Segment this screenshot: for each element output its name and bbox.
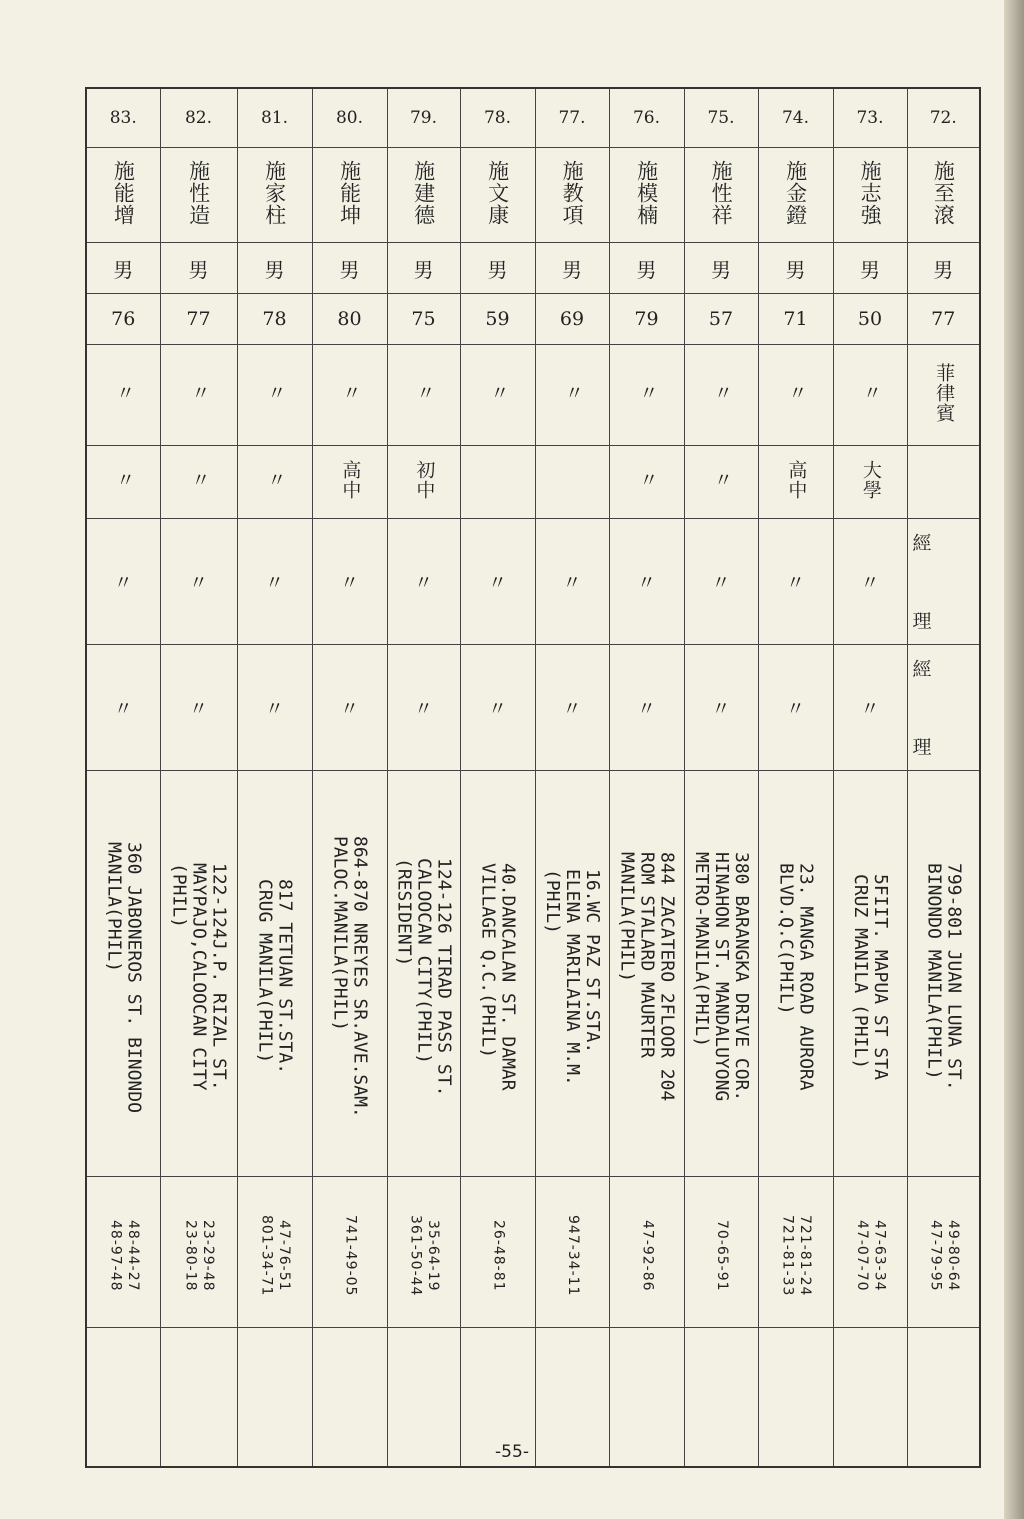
- num-text: 77.: [558, 108, 586, 128]
- position-cell: [460, 645, 535, 771]
- education-text: 〃: [188, 469, 211, 490]
- age-text: 59: [485, 308, 510, 330]
- occupation-cell: [833, 519, 907, 645]
- education-cell: [907, 446, 980, 519]
- row-number: [86, 88, 980, 148]
- name-cell: [460, 148, 535, 243]
- position-char: 經: [909, 659, 932, 678]
- position-cell: [609, 645, 684, 771]
- address-cell: [387, 771, 460, 1177]
- num-cell: [833, 88, 907, 148]
- num-cell: [237, 88, 312, 148]
- name-cell: [86, 148, 160, 243]
- education-cell: [237, 446, 312, 519]
- occupation-text: 〃: [785, 572, 805, 594]
- age-text: 77: [931, 308, 956, 330]
- education-cell: [312, 446, 387, 519]
- num-text: 82.: [184, 108, 213, 128]
- phone-cell: [535, 1177, 609, 1328]
- address-text: 40.DANCALAN ST. DAMAR VILLAGE Q.C.(PHIL): [477, 863, 519, 1091]
- position-text: 〃: [636, 698, 656, 720]
- sex-text: 男: [113, 257, 134, 282]
- phone-text: 741-49-05: [342, 1215, 359, 1297]
- row-phone: [86, 1177, 980, 1328]
- age-text: 79: [634, 308, 659, 330]
- sex-cell: [907, 243, 980, 294]
- education-cell: [758, 446, 833, 519]
- address-cell: [684, 771, 758, 1177]
- nationality-cell: [833, 345, 907, 446]
- nationality-text: 〃: [859, 382, 882, 403]
- position-cell: [312, 645, 387, 771]
- name-text: 施家柱: [262, 159, 287, 226]
- age-cell: [535, 294, 609, 345]
- occupation-text: 〃: [860, 572, 880, 594]
- name-cell: [312, 148, 387, 243]
- name-text: 施能坤: [337, 159, 362, 226]
- occupation-text: [908, 519, 935, 644]
- occupation-text: 〃: [636, 572, 656, 594]
- phone-cell: [833, 1177, 907, 1328]
- num-cell: [907, 88, 980, 148]
- sex-cell: [833, 243, 907, 294]
- address-text: 799-801 JUAN LUNA ST. BINONDO MANILA(PHIL): [923, 863, 965, 1091]
- num-cell: [312, 88, 387, 148]
- address-cell: [833, 771, 907, 1177]
- phone-cell: [684, 1177, 758, 1328]
- occupation-cell: [387, 519, 460, 645]
- age-text: 78: [262, 308, 287, 330]
- age-cell: [460, 294, 535, 345]
- phone-text: 49-80-64 47-79-95: [927, 1220, 961, 1292]
- sex-cell: [160, 243, 237, 294]
- occupation-text: 〃: [113, 572, 133, 594]
- num-text: 75.: [707, 108, 735, 128]
- address-cell: [535, 771, 609, 1177]
- sex-cell: [387, 243, 460, 294]
- position-text: 〃: [711, 698, 731, 720]
- phone-cell: [387, 1177, 460, 1328]
- occupation-char: 理: [909, 611, 932, 630]
- education-text: 〃: [710, 469, 733, 490]
- age-text: 57: [708, 308, 734, 330]
- num-text: 80.: [335, 108, 364, 128]
- address-cell: [86, 771, 160, 1177]
- occupation-char: 經: [909, 533, 932, 552]
- nationality-text: 〃: [785, 382, 808, 403]
- phone-cell: [758, 1177, 833, 1328]
- occupation-text: 〃: [339, 572, 359, 594]
- position-cell: [684, 645, 758, 771]
- address-text: 16.WC PAZ ST.STA. ELENA MARILAINA M.M. (PHIL): [541, 868, 604, 1086]
- occupation-cell: [758, 519, 833, 645]
- address-text: 124-126 TIRAD PASS ST. CALOOCAN CITY(PHIL) (RESIDENT): [393, 857, 455, 1097]
- row-name: [86, 148, 980, 243]
- sex-text: 男: [188, 257, 209, 282]
- nationality-text: 〃: [113, 382, 136, 403]
- position-cell: [160, 645, 237, 771]
- name-cell: [535, 148, 609, 243]
- occupation-cell: [312, 519, 387, 645]
- position-cell: [387, 645, 460, 771]
- row-occupation: [86, 519, 980, 645]
- address-cell: [609, 771, 684, 1177]
- education-cell: [609, 446, 684, 519]
- nationality-text: 〃: [264, 382, 287, 403]
- phone-cell: [237, 1177, 312, 1328]
- num-cell: [758, 88, 833, 148]
- nationality-text: 〃: [487, 382, 510, 403]
- position-text: 〃: [339, 698, 359, 720]
- phone-text: 35-64-19 361-50-44: [407, 1215, 441, 1297]
- nationality-text: 〃: [561, 382, 584, 403]
- name-text: 施建德: [411, 159, 436, 226]
- occupation-cell: [907, 519, 980, 645]
- phone-text: 47-92-86: [639, 1220, 656, 1292]
- occupation-text: 〃: [711, 572, 731, 594]
- address-text: 122-124J.P. RIZAL ST. MAYPAJO,CALOOCAN CITY (PHIL): [168, 863, 230, 1091]
- name-cell: [609, 148, 684, 243]
- num-text: 74.: [781, 108, 810, 128]
- num-cell: [460, 88, 535, 148]
- row-nationality: [86, 345, 980, 446]
- nationality-text: 〃: [636, 382, 659, 403]
- education-cell: [460, 446, 535, 519]
- row-position: [86, 645, 980, 771]
- name-text: 施性造: [186, 159, 211, 226]
- age-text: 69: [559, 308, 585, 330]
- phone-cell: [609, 1177, 684, 1328]
- sex-text: 男: [562, 257, 582, 282]
- position-text: 〃: [562, 698, 582, 720]
- name-cell: [684, 148, 758, 243]
- phone-text: 23-29-48 23-80-18: [182, 1220, 216, 1292]
- age-text: 71: [783, 308, 808, 330]
- position-char: 理: [909, 737, 932, 756]
- age-cell: [758, 294, 833, 345]
- sex-cell: [535, 243, 609, 294]
- name-text: 施模楠: [634, 159, 659, 226]
- phone-text: 721-81-24 721-81-33: [779, 1215, 813, 1297]
- phone-cell: [312, 1177, 387, 1328]
- age-cell: [387, 294, 460, 345]
- education-text: 〃: [264, 469, 287, 490]
- address-text: 864-870 NREYES SR.AVE.SAM. PALOC.MANILA(PHIL): [329, 836, 371, 1118]
- age-cell: [160, 294, 237, 345]
- sex-text: 男: [785, 257, 806, 282]
- nationality-cell: [684, 345, 758, 446]
- sex-text: 男: [264, 257, 285, 282]
- age-text: 77: [186, 308, 211, 330]
- education-text: 〃: [636, 469, 659, 490]
- address-text: 380 BARANGKA DRIVE COR. HINAHON ST. MANDALUYONG METRO-MANILA(PHIL): [690, 852, 753, 1102]
- education-cell: [833, 446, 907, 519]
- num-cell: [86, 88, 160, 148]
- nationality-cell: [387, 345, 460, 446]
- nationality-text: 〃: [188, 382, 211, 403]
- position-cell: [86, 645, 160, 771]
- address-cell: [237, 771, 312, 1177]
- occupation-text: 〃: [188, 572, 208, 594]
- sex-text: 男: [487, 257, 508, 282]
- sex-cell: [758, 243, 833, 294]
- name-text: 施能增: [111, 159, 136, 226]
- phone-text: 70-65-91: [713, 1220, 730, 1292]
- address-cell: [758, 771, 833, 1177]
- position-text: 〃: [785, 698, 805, 720]
- address-cell: [160, 771, 237, 1177]
- education-cell: [86, 446, 160, 519]
- position-text: 〃: [487, 698, 507, 720]
- nationality-cell: [535, 345, 609, 446]
- occupation-cell: [86, 519, 160, 645]
- education-cell: [387, 446, 460, 519]
- position-text: 〃: [113, 698, 133, 720]
- sex-text: 男: [860, 257, 880, 282]
- phone-text: 947-34-11: [564, 1215, 581, 1297]
- member-roster-table: [85, 87, 981, 1468]
- nationality-cell: [907, 345, 980, 446]
- address-text: 23. MANGA ROAD AURORA BLVD.Q.C(PHIL): [775, 863, 817, 1091]
- address-cell: [460, 771, 535, 1177]
- nationality-text: 〃: [413, 382, 436, 403]
- name-text: 施性祥: [709, 159, 734, 226]
- age-cell: [609, 294, 684, 345]
- nationality-cell: [609, 345, 684, 446]
- education-text: 高中: [339, 459, 362, 500]
- num-text: 72.: [929, 108, 957, 128]
- name-text: 施文康: [485, 159, 510, 226]
- phone-cell: [907, 1177, 980, 1328]
- sex-cell: [609, 243, 684, 294]
- row-education: [86, 446, 980, 519]
- education-text: 高中: [785, 459, 808, 500]
- phone-cell: [460, 1177, 535, 1328]
- nationality-text: 〃: [710, 382, 733, 403]
- age-cell: [833, 294, 907, 345]
- education-text: 大學: [859, 459, 882, 500]
- position-text: 〃: [188, 698, 208, 720]
- sex-cell: [86, 243, 160, 294]
- phone-cell: [160, 1177, 237, 1328]
- name-cell: [387, 148, 460, 243]
- nationality-cell: [758, 345, 833, 446]
- occupation-text: 〃: [562, 572, 582, 594]
- age-cell: [907, 294, 980, 345]
- row-age: [86, 294, 980, 345]
- sex-text: 男: [711, 257, 731, 282]
- num-cell: [387, 88, 460, 148]
- nationality-cell: [460, 345, 535, 446]
- address-cell: [312, 771, 387, 1177]
- num-cell: [609, 88, 684, 148]
- name-cell: [833, 148, 907, 243]
- address-text: 5FIIT. MAPUA ST STA CRUZ MANILA (PHIL): [850, 874, 892, 1080]
- occupation-cell: [684, 519, 758, 645]
- position-cell: [833, 645, 907, 771]
- name-text: 施志強: [858, 159, 883, 226]
- phone-text: 26-48-81: [490, 1220, 507, 1292]
- address-text: 817 TETUAN ST.STA. CRUG MANILA(PHIL): [254, 879, 296, 1075]
- page-edge-shadow: [1004, 0, 1024, 1519]
- nationality-text: 〃: [339, 382, 362, 403]
- nationality-cell: [160, 345, 237, 446]
- address-text: 844 ZACATERO 2FLOOR 204 ROM STALARD MAURTER MANILA(PHIL): [616, 852, 678, 1102]
- name-text: 施至滾: [931, 159, 956, 226]
- occupation-cell: [535, 519, 609, 645]
- phone-text: 48-44-27 48-97-48: [107, 1220, 141, 1292]
- position-text: [908, 645, 935, 770]
- sex-cell: [460, 243, 535, 294]
- page-number: -55-: [495, 1442, 529, 1462]
- nationality-cell: [86, 345, 160, 446]
- age-cell: [684, 294, 758, 345]
- address-cell: [907, 771, 980, 1177]
- name-cell: [237, 148, 312, 243]
- name-cell: [907, 148, 980, 243]
- sex-cell: [312, 243, 387, 294]
- age-cell: [312, 294, 387, 345]
- position-text: 〃: [860, 698, 880, 720]
- nationality-text: 菲律賓: [933, 362, 956, 423]
- num-text: 81.: [260, 108, 289, 128]
- num-text: 76.: [632, 108, 661, 128]
- education-text: 〃: [113, 469, 136, 490]
- phone-cell: [86, 1177, 160, 1328]
- sex-text: 男: [933, 257, 954, 282]
- num-cell: [160, 88, 237, 148]
- occupation-text: 〃: [487, 572, 507, 594]
- num-text: 73.: [856, 108, 884, 128]
- phone-text: 47-76-51 801-34-71: [258, 1215, 292, 1297]
- education-cell: [160, 446, 237, 519]
- name-cell: [160, 148, 237, 243]
- occupation-text: 〃: [413, 572, 433, 594]
- occupation-cell: [160, 519, 237, 645]
- age-cell: [237, 294, 312, 345]
- occupation-cell: [460, 519, 535, 645]
- num-text: 79.: [409, 108, 438, 128]
- num-cell: [535, 88, 609, 148]
- education-cell: [684, 446, 758, 519]
- age-text: 80: [337, 308, 362, 330]
- education-cell: [535, 446, 609, 519]
- position-cell: [907, 645, 980, 771]
- name-cell: [758, 148, 833, 243]
- nationality-cell: [312, 345, 387, 446]
- name-text: 施金鐙: [783, 159, 808, 226]
- sex-text: 男: [413, 257, 434, 282]
- address-text: 360 JABONEROS ST. BINONDO MANILA(PHIL): [103, 841, 145, 1113]
- position-text: 〃: [413, 698, 433, 720]
- row-sex: [86, 243, 980, 294]
- row-address: [86, 771, 980, 1177]
- num-cell: [684, 88, 758, 148]
- sex-cell: [684, 243, 758, 294]
- age-text: 50: [857, 308, 883, 330]
- name-text: 施教項: [560, 159, 585, 226]
- education-text: 初中: [413, 459, 436, 500]
- occupation-cell: [609, 519, 684, 645]
- sex-text: 男: [339, 257, 360, 282]
- position-cell: [758, 645, 833, 771]
- sex-cell: [237, 243, 312, 294]
- num-text: 78.: [483, 108, 512, 128]
- occupation-text: 〃: [264, 572, 284, 594]
- position-text: 〃: [264, 698, 284, 720]
- num-text: 83.: [109, 108, 137, 128]
- nationality-cell: [237, 345, 312, 446]
- age-text: 75: [411, 308, 436, 330]
- age-cell: [86, 294, 160, 345]
- position-cell: [237, 645, 312, 771]
- position-cell: [535, 645, 609, 771]
- sex-text: 男: [636, 257, 657, 282]
- phone-text: 47-63-34 47-07-70: [854, 1220, 888, 1292]
- age-text: 76: [111, 308, 136, 330]
- occupation-cell: [237, 519, 312, 645]
